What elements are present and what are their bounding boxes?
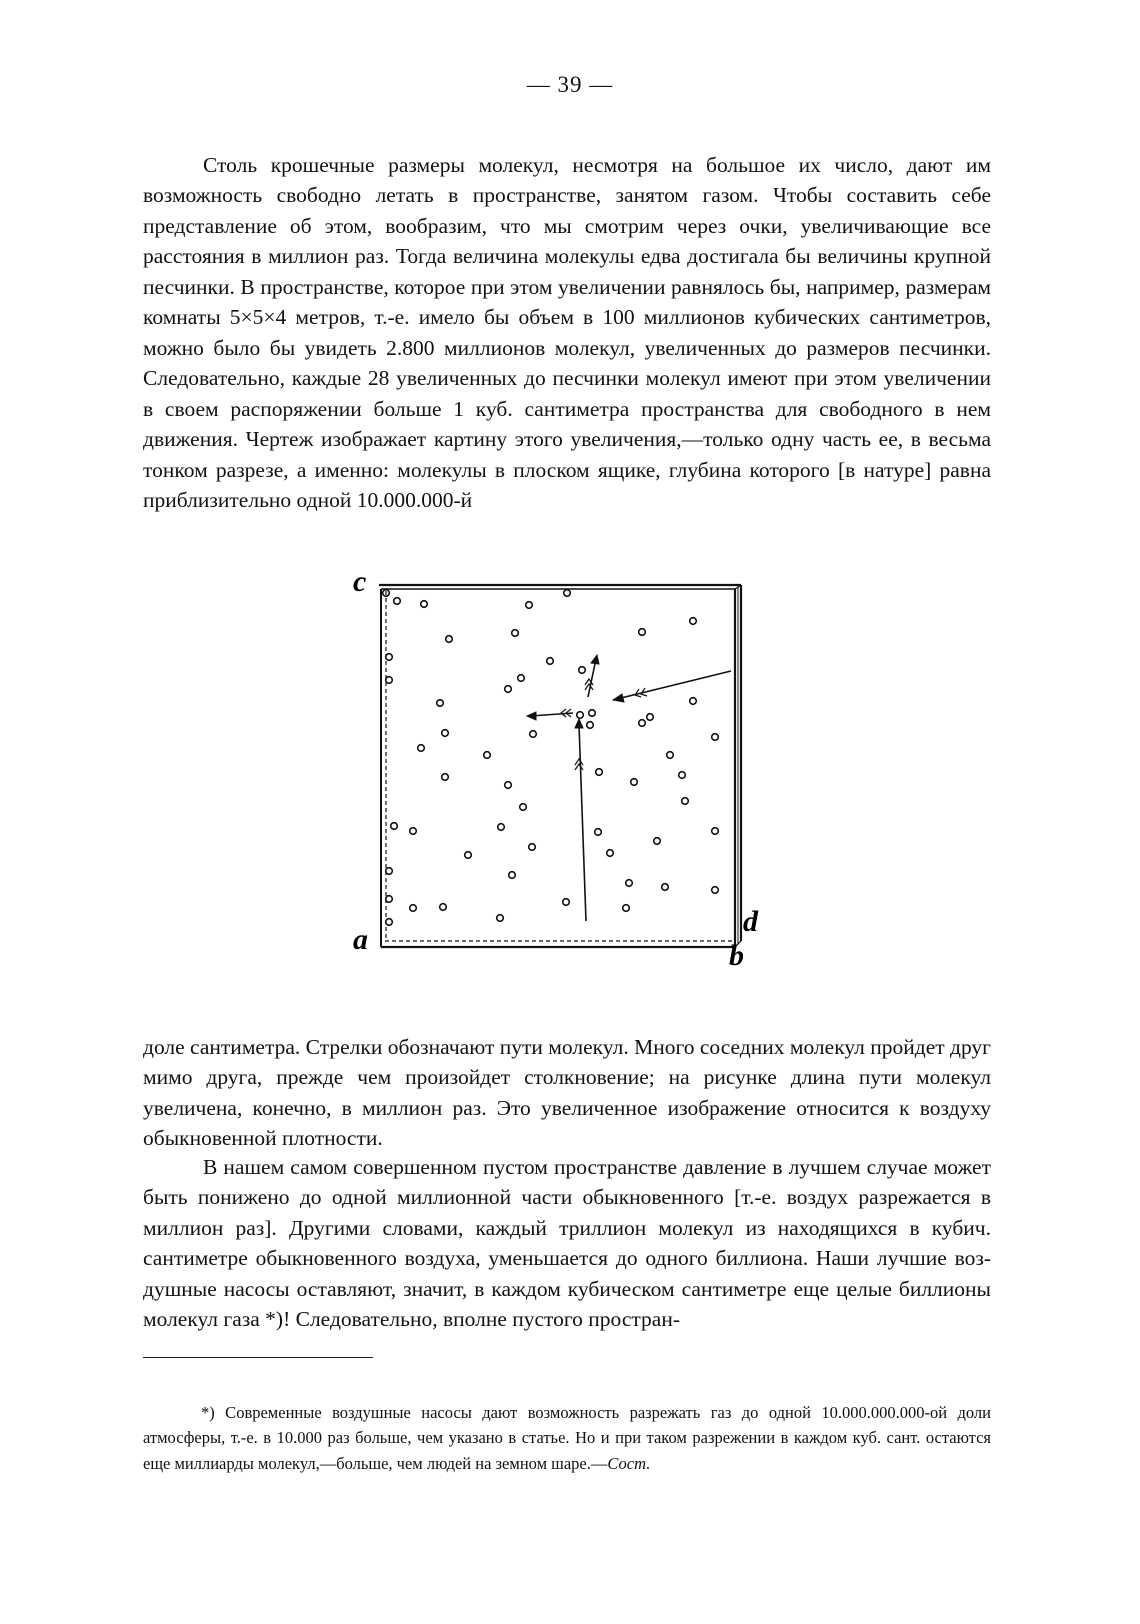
arrow-feathers: [561, 679, 647, 770]
molecule: [505, 686, 512, 693]
arrowhead-right-path: [613, 694, 624, 702]
footnote-text: *) Современные воздушные насосы дают возможность разрежать газ до одной 10.000.000.000-ой доли атмосферы, т.-е. в 10.000 раз больше, чем указано в статье. Но и при таком разрежении в каждом куб. сант. остаются еще миллиарды молекул,—больше, чем людей на земном шаре.—: [143, 1402, 991, 1473]
molecule: [529, 844, 536, 851]
molecules: [383, 590, 719, 926]
molecule: [391, 823, 398, 830]
molecule: [647, 714, 654, 721]
path-upward: [588, 659, 596, 697]
molecule: [589, 710, 596, 717]
molecule-paths: [531, 659, 731, 921]
molecule: [465, 852, 472, 859]
molecule: [712, 828, 719, 835]
molecule: [662, 884, 669, 891]
molecule: [626, 880, 633, 887]
molecule-diagram: [353, 565, 795, 1000]
footnote-signature: Сост.: [607, 1453, 651, 1473]
footnote: [143, 1400, 991, 1477]
footnote-separator: [143, 1357, 373, 1358]
molecule: [386, 654, 393, 661]
molecule: [421, 601, 428, 608]
molecule: [577, 712, 584, 719]
frame-lines: [379, 573, 741, 577]
molecule: [564, 590, 571, 597]
molecule: [631, 779, 638, 786]
paragraph-3: В нашем самом совершенном пустом пространстве давление в лучшем случае может быть понижено до одной миллионной части обыкновенного [т.-е. воздух разрежается в миллион раз]. Другими словами, каждый триллион молекул из находящихся в кубич. сантиметре обыкновенного воздуха, уменьшается до одного биллиона. Наши лучшие воздушные насосы оставляют, значит, в каждом кубическом сантиметре еще целые биллионы молекул газа *)! Следовательно, вполне пустого простран-: [143, 1154, 991, 1331]
molecule: [587, 722, 594, 729]
molecule: [579, 667, 586, 674]
molecule: [595, 829, 602, 836]
molecule: [639, 720, 646, 727]
molecule: [654, 838, 661, 845]
molecule: [509, 872, 516, 879]
molecule: [497, 915, 504, 922]
molecule: [547, 658, 554, 665]
molecule: [623, 905, 630, 912]
label-c: c: [353, 565, 367, 598]
molecule: [667, 752, 674, 759]
molecule: [518, 675, 525, 682]
molecule: [484, 752, 491, 759]
path-from-right: [613, 671, 731, 700]
molecule: [418, 745, 425, 752]
molecule: [679, 772, 686, 779]
molecule: [512, 630, 519, 637]
molecule: [386, 896, 393, 903]
arrowhead-up-short: [591, 655, 599, 664]
molecule: [386, 677, 393, 684]
molecule: [690, 698, 697, 705]
box-frame-visible: [379, 585, 741, 947]
feather-bottom-path-2: [575, 764, 583, 770]
page-number: — 39 —: [526, 72, 614, 97]
molecule: [410, 828, 417, 835]
path-from-bottom: [579, 725, 586, 921]
molecule: [596, 769, 603, 776]
molecule: [498, 824, 505, 831]
label-b: b: [729, 939, 744, 972]
box-visible: [379, 573, 741, 577]
molecule-box-figure: [353, 565, 795, 1000]
paragraph-1: Столь крошечные размеры молекул, несмотря на большое их число, дают им возможность свободно летать в пространстве, занятом газом. Чтобы составить себе представление об этом, вообразим, что мы смотрим через очки, увеличивающие все расстояния в миллион раз. Тогда величина молекулы едва достигала бы величины крупной песчинки. В пространстве, которое при этом увеличении равнялось бы, например, размерам комнаты 5×5×4 метров, т.-е. имело бы объем в 100 миллионов кубических сантиметров, можно было бы увидеть 2.800 миллионов молекул, увеличенных до размеров песчинки. Следовательно, каждые 28 увеличенных до песчинки молекул имеют при этом увеличении в своем распоряжении больше 1 куб. сантиметра пространства для свободного в нем движения. Чертеж изображает картину этого увеличения,—только одну часть ее, в весьма тонком разрезе, а именно: молекулы в плоском ящике, глубина которого [в натуре] равна приблизительно одной 10.000.000-й: [143, 152, 991, 512]
molecule: [690, 618, 697, 625]
molecule: [712, 887, 719, 894]
molecule: [505, 782, 512, 789]
molecule: [682, 798, 689, 805]
molecule: [410, 905, 417, 912]
molecule: [386, 919, 393, 926]
molecule: [446, 636, 453, 643]
label-d: d: [743, 905, 758, 938]
molecule: [442, 730, 449, 737]
molecule: [386, 868, 393, 875]
arrowhead-up-bottom: [575, 719, 583, 728]
molecule: [520, 804, 527, 811]
frame-visible: [379, 573, 741, 575]
arrowhead-left: [527, 712, 536, 720]
molecule: [712, 734, 719, 741]
molecule: [526, 602, 533, 609]
molecule: [437, 700, 444, 707]
label-a: a: [353, 923, 368, 956]
molecule: [442, 774, 449, 781]
paragraph-2: доле сантиметра. Стрелки обозначают пути молекул. Много соседних молекул пройдет друг мимо друга, прежде чем произойдет столкновение; на рисунке длина пути молекул увеличена, конечно, в миллион раз. Это увеличенное изображение относится к воздуху обыкновенной плотности.: [143, 1034, 991, 1150]
box-frame: [382, 572, 740, 575]
molecule: [440, 904, 447, 911]
molecule: [639, 629, 646, 636]
molecule: [530, 731, 537, 738]
molecule: [394, 598, 401, 605]
molecule: [563, 899, 570, 906]
arrowheads: [527, 655, 624, 728]
molecule: [607, 850, 614, 857]
